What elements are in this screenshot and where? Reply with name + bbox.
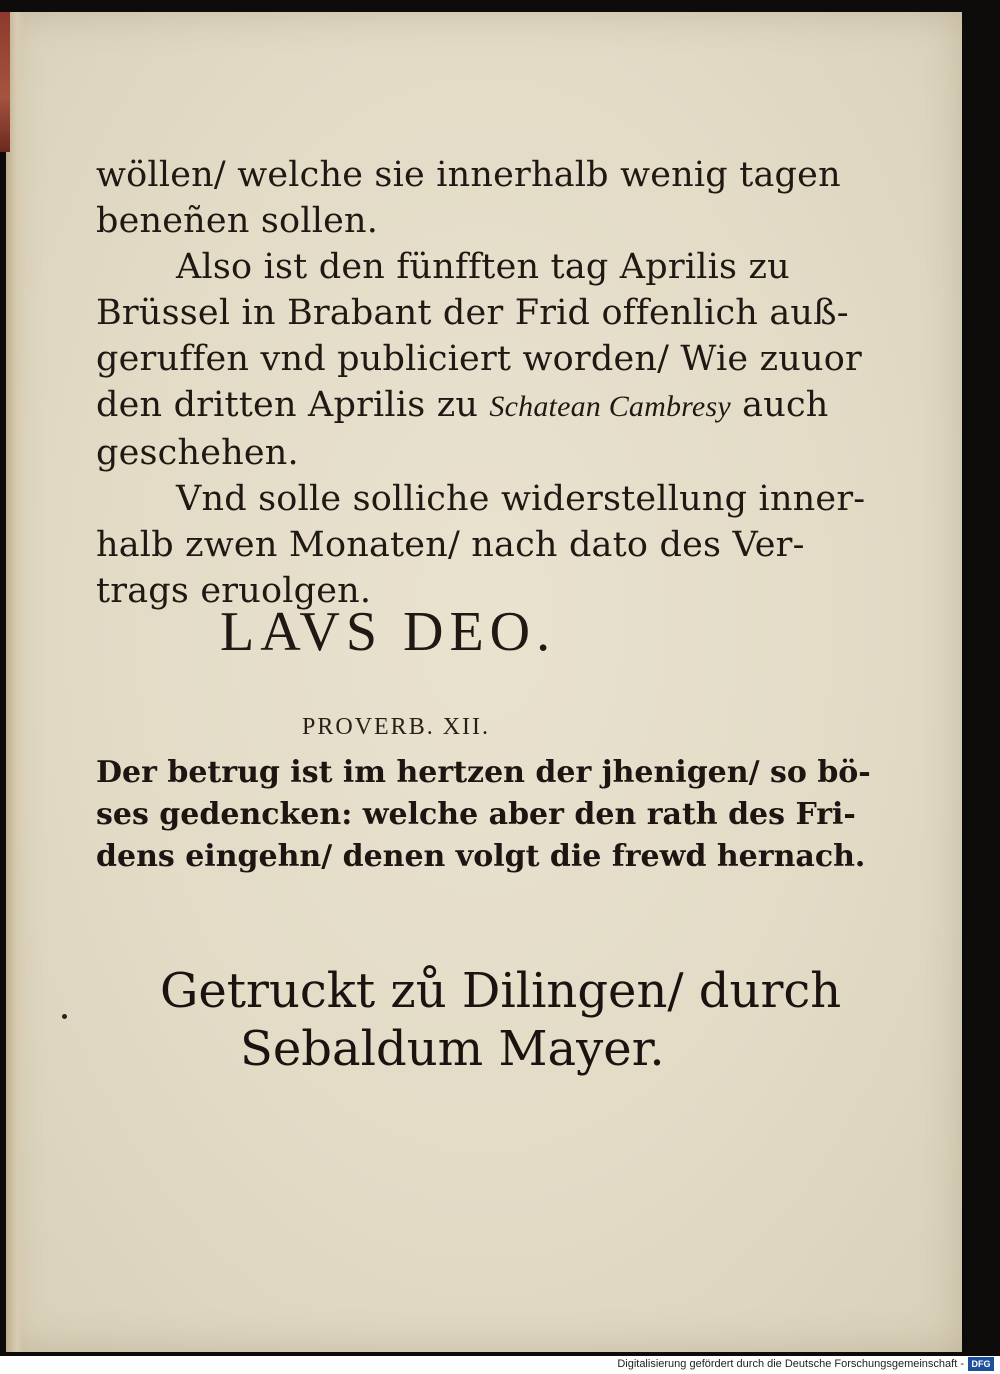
place-name-inline: Schatean Cambresy — [489, 390, 731, 423]
body-paragraphs — [96, 152, 866, 614]
body-line-6 — [96, 382, 829, 430]
body-line-8: Vnd solle solliche widerstellung inner- — [176, 479, 866, 519]
page-gutter-shadow — [6, 12, 24, 1352]
proverb-quote — [96, 752, 871, 878]
body-line-2: beneñen sollen. — [96, 201, 379, 241]
proverb-line-1: Der betrug ist im hertzen der jhenigen/ so bö- — [96, 755, 871, 790]
page-right-edge — [962, 48, 965, 1348]
margin-dot — [62, 1014, 67, 1019]
funding-credit: Digitalisierung gefördert durch die Deutsche Forschungsgemeinschaft - — [617, 1358, 964, 1370]
body-line-3: Also ist den fünfften tag Aprilis zu — [176, 247, 790, 287]
proverb-line-3: dens eingehn/ denen volgt die frewd hernach. — [96, 839, 866, 874]
body-line-1: wöllen/ welche sie innerhalb wenig tagen — [96, 155, 841, 195]
body-line-6-start: den dritten Aprilis zu — [96, 385, 479, 425]
proverb-line-2: ses gedencken: welche aber den rath des Fri- — [96, 797, 856, 832]
binding-edge — [0, 12, 10, 152]
proverb-heading: PROVERB. XII. — [302, 714, 491, 740]
body-line-10: trags eruolgen. — [96, 571, 372, 611]
imprint-line-2: Sebaldum Mayer. — [240, 1021, 665, 1077]
body-line-7: geschehen. — [96, 433, 299, 473]
printer-imprint — [160, 962, 842, 1078]
body-line-4: Brüssel in Brabant der Frid offenlich auß- — [96, 293, 849, 333]
laus-deo-heading: LAVS DEO. — [220, 601, 557, 663]
body-line-5: geruffen vnd publiciert worden/ Wie zuuor — [96, 339, 862, 379]
body-line-6-end: auch — [742, 385, 829, 425]
body-line-9: halb zwen Monaten/ nach dato des Ver- — [96, 525, 805, 565]
imprint-line-1: Getruckt zů Dilingen/ durch — [160, 963, 842, 1019]
dfg-logo: DFG — [968, 1357, 994, 1371]
